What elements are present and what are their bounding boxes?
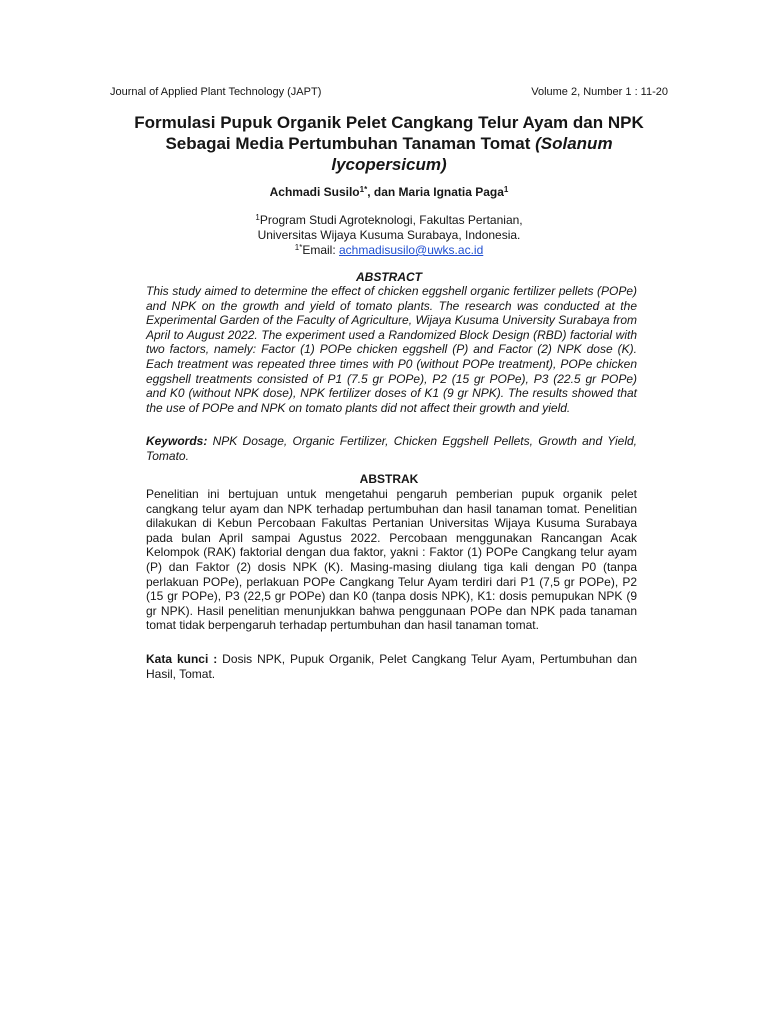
abstract-heading-en: ABSTRACT [356,270,422,284]
journal-name: Journal of Applied Plant Technology (JAPT) [110,86,322,98]
keywords-id [146,652,637,681]
running-header [110,85,668,99]
affiliation-program: Program Studi Agroteknologi, Fakultas Pertanian, [259,213,523,227]
corresponding-email-line [110,243,668,258]
affiliation-line-1 [110,213,668,228]
abstract-body-id: Penelitian ini bertujuan untuk mengetahui pengaruh pemberian pupuk organik pelet cangkang telur ayam dan NPK terhadap pertumbuhan dan hasil tanaman tomat. Penelitian dilakukan di Kebun Percobaan Fakultas Pertanian Universitas Wijaya Kusuma Surabaya pada bulan April sampai Agustus 2022. Percobaan menggunakan Rancangan Acak Kelompok (RAK) faktorial dengan dua faktor, yakni : Faktor (1) POPe Cangkang telur ayam (P) dan Faktor (2) dosis NPK (K). Masing-masing diulang tiga kali dengan P0 (tanpa perlakuan POPe), perlakuan POPe Cangkang Telur Ayam terdiri dari P1 (7,5 gr POPe), P2 (15 gr POPe), P3 (22,5 gr POPe) dan K0 (tanpa dosis NPK), K1: dosis pemupukan NPK (9 gr NPK). Hasil penelitian menunjukkan bahwa penggunaan POPe dan NPK pada tanaman tomat tidak berpengaruh terhadap pertumbuhan dan hasil tanaman tomat. [146,487,637,633]
email-mark: 1* [294,243,303,252]
abstract-heading-id: ABSTRAK [359,472,419,486]
author-1-name: Achmadi Susilo [269,185,360,199]
author-1-affiliation-mark: 1* [359,185,368,194]
keywords-text-en: NPK Dosage, Organic Fertilizer, Chicken Eggshell Pellets, Growth and Yield, Tomato. [146,434,637,463]
email-label: Email: [302,243,339,257]
article-title [110,112,668,175]
author-list [110,184,668,200]
keywords-label-en: Keywords: [146,434,208,448]
author-2-name: Maria Ignatia Paga [398,185,504,199]
keywords-label-id: Kata kunci : [146,652,218,666]
affiliation-line-2: Universitas Wijaya Kusuma Surabaya, Indonesia. [257,228,521,242]
abstract-body-en: This study aimed to determine the effect of chicken eggshell organic fertilizer pellets (POPe) and NPK on the growth and yield of tomato plants. The research was conducted at the Experimental Garden of the Faculty of Agriculture, Wijaya Kusuma University Surabaya from April to August 2022. The experiment used a Randomized Block Design (RBD) factorial with two factors, namely: Factor (1) POPe chicken eggshell (P) and Factor (2) NPK dose (K). Each treatment was repeated three times with P0 (without POPe treatment), POPe chicken eggshell treatments consisted of P1 (7.5 gr POPe), P2 (15 gr POPe), P3 (22.5 gr POPe) and K0 (without NPK dose), NPK fertilizer doses of K1 (9 gr NPK). The results showed that the use of POPe and NPK on tomato plants did not affect their growth and yield. [146,284,637,415]
author-separator: , dan [367,185,399,199]
title-main: Formulasi Pupuk Organik Pelet Cangkang Telur Ayam dan NPK Sebagai Media Pertumbuhan Tanaman Tomat [134,113,644,153]
volume-issue: Volume 2, Number 1 : 11-20 [531,86,668,98]
affiliation-block [110,213,668,258]
affiliation-mark: 1 [255,213,260,222]
keywords-text-id: Dosis NPK, Pupuk Organik, Pelet Cangkang Telur Ayam, Pertumbuhan dan Hasil, Tomat. [146,652,638,681]
author-2-affiliation-mark: 1 [503,185,509,194]
email-link[interactable]: achmadisusilo@uwks.ac.id [339,243,484,257]
keywords-en [146,434,637,463]
title-species: (Solanum lycopersicum) [331,134,613,174]
